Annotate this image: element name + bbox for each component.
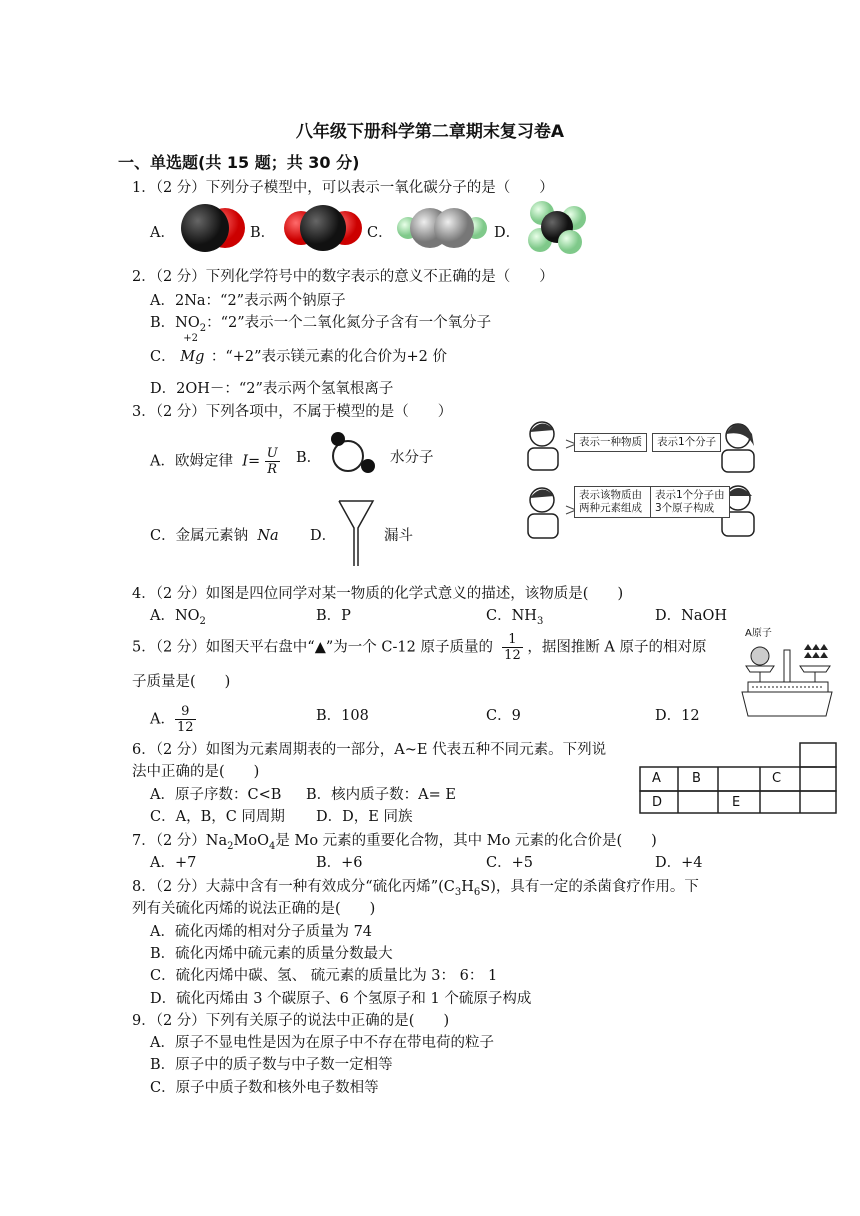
bubble-one-substance: 表示一种物质: [574, 433, 647, 452]
q1-option-c[interactable]: C．: [367, 225, 393, 241]
q7-option-a[interactable]: A．+7: [150, 855, 197, 871]
table-cell-b: B: [692, 771, 701, 786]
bubble-one-molecule: 表示1个分子: [652, 433, 721, 452]
q6-stem: 6．（2 分）如图为元素周期表的一部分，A~E 代表五种不同元素。下列说: [132, 742, 607, 758]
q5-stem: 5．（2 分）如图天平右盘中“▲”为一个 C-12 原子质量的 $\frac{1}{12}$ ，据图推断 A 原子的相对原: [132, 632, 707, 663]
q6-option-b[interactable]: B．核内质子数：A= E: [306, 787, 456, 803]
q4-option-d[interactable]: D．NaOH: [655, 608, 727, 624]
q5-option-b[interactable]: B．108: [316, 708, 369, 724]
q8-stem: 8．（2 分）大蒜中含有一种有效成分“硫化丙烯$”(C_3H_6S)$，具有一定的杀菌食疗作用。下: [132, 879, 699, 898]
section-heading: 一、单选题(共 15 题；共 30 分): [118, 153, 360, 172]
q1-option-a[interactable]: A．: [150, 225, 175, 241]
page-title: 八年级下册科学第二章期末复习卷A: [295, 122, 565, 142]
funnel-icon: [336, 498, 376, 570]
q1-option-d[interactable]: D．: [494, 225, 521, 241]
q5-stem-line2: 子质量是( ): [132, 674, 231, 690]
q2-option-b[interactable]: B．$NO_2$：“2”表示一个二氧化氮分子含有一个氧分子: [150, 315, 492, 334]
molecule-a-icon: [180, 200, 248, 256]
balance-icon: [738, 636, 834, 720]
q5-option-a[interactable]: A． $\frac{9}{12}$: [150, 704, 194, 735]
bubble-two-elements: 表示该物质由两种元素组成: [574, 486, 654, 518]
q1-stem: 1．（2 分）下列分子模型中，可以表示一氧化碳分子的是（ ）: [132, 180, 554, 196]
q8-option-a[interactable]: A．硫化丙烯的相对分子质量为 74: [150, 924, 373, 940]
q8-option-d[interactable]: D．硫化丙烯由 3 个碳原子、6 个氢原子和 1 个硫原子构成: [150, 991, 532, 1007]
table-cell-e: E: [732, 795, 741, 810]
q4-stem: 4．（2 分）如图是四位同学对某一物质的化学式意义的描述，该物质是( ): [132, 586, 624, 602]
q6-option-d[interactable]: D．D，E 同族: [316, 809, 413, 825]
q2-option-c[interactable]: C． +2 Mg ：“+2”表示镁元素的化合价为+2 价: [150, 333, 448, 365]
q8-option-b[interactable]: B．硫化丙烯中硫元素的质量分数最大: [150, 946, 393, 962]
q6-option-c[interactable]: C．A，B，C 同周期: [150, 809, 285, 825]
q6-option-a[interactable]: A．原子序数：C<B: [150, 787, 282, 803]
q3-option-c[interactable]: C．金属元素钠 Na: [150, 528, 279, 544]
q4-option-c[interactable]: C．$NH_3$: [486, 608, 544, 627]
q5-option-c[interactable]: C．9: [486, 708, 521, 724]
q8-option-c[interactable]: C．硫化丙烯中碳、氢、 硫元素的质量比为 3： 6： 1: [150, 968, 498, 984]
table-cell-a: A: [652, 771, 661, 786]
table-cell-d: D: [652, 795, 663, 810]
q3-option-d-label[interactable]: D．: [310, 528, 337, 544]
q7-option-d[interactable]: D．+4: [655, 855, 703, 871]
q2-option-d[interactable]: D．2OH－：“2”表示两个氢氧根离子: [150, 381, 394, 397]
q3-option-d-text: 漏斗: [384, 528, 413, 544]
q3-stem: 3．（2 分）下列各项中，不属于模型的是（ ）: [132, 404, 453, 420]
q6-stem-line2: 法中正确的是( ): [132, 764, 260, 780]
q9-option-b[interactable]: B．原子中的质子数与中子数一定相等: [150, 1057, 393, 1073]
q2-option-a[interactable]: A．2Na：“2”表示两个钠原子: [150, 293, 346, 309]
students-figure: [520, 412, 760, 544]
q9-stem: 9．（2 分）下列有关原子的说法中正确的是( ): [132, 1013, 450, 1029]
q9-option-a[interactable]: A．原子不显电性是因为在原子中不存在带电荷的粒子: [150, 1035, 494, 1051]
q3-option-b-text: 水分子: [390, 450, 434, 466]
q3-option-a[interactable]: A．欧姆定律 I= $\frac{U}{R}$: [150, 446, 278, 477]
molecule-c-icon: [396, 204, 488, 252]
q5-option-d[interactable]: D．12: [655, 708, 700, 724]
q9-option-c[interactable]: C．原子中质子数和核外电子数相等: [150, 1080, 379, 1096]
q1-option-b[interactable]: B．: [250, 225, 276, 241]
bubble-three-atoms: 表示1个分子由3个原子构成: [650, 486, 730, 518]
balance-label: A原子: [745, 628, 772, 639]
molecule-d-icon: [524, 198, 590, 256]
q7-stem: 7．（2 分）$Na_2MoO_4$是 Mo 元素的重要化合物，其中 Mo 元素的化合价是( ): [132, 833, 657, 852]
table-cell-c: C: [772, 771, 782, 786]
q7-option-b[interactable]: B．+6: [316, 855, 363, 871]
q2-stem: 2．（2 分）下列化学符号中的数字表示的意义不正确的是（ ）: [132, 269, 554, 285]
q8-stem-line2: 列有关硫化丙烯的说法正确的是( ): [132, 901, 376, 917]
q3-option-b-label[interactable]: B．: [296, 450, 322, 466]
q7-option-c[interactable]: C．+5: [486, 855, 533, 871]
water-molecule-icon: [326, 430, 380, 480]
molecule-b-icon: [283, 200, 363, 256]
q4-option-a[interactable]: A．$NO_2$: [150, 608, 206, 627]
q4-option-b[interactable]: B．P: [316, 608, 351, 624]
